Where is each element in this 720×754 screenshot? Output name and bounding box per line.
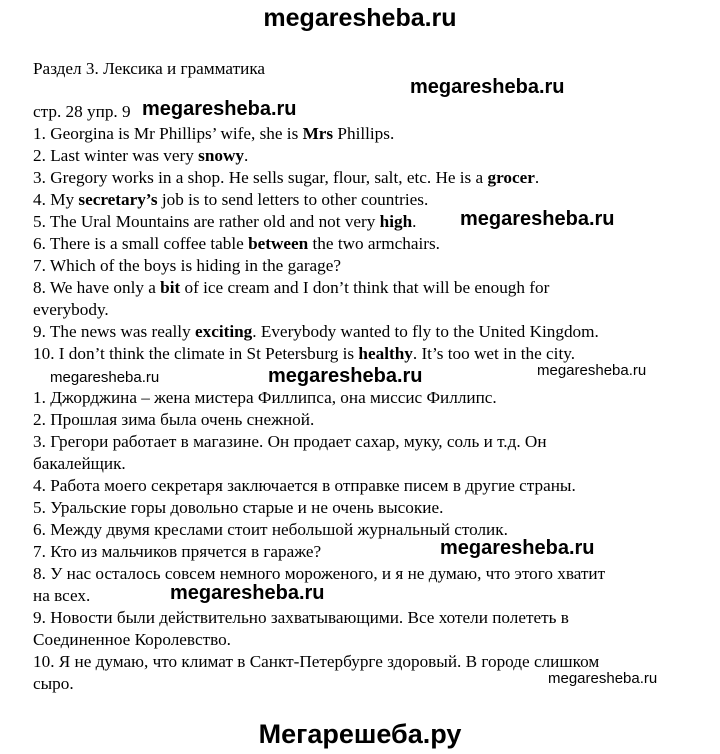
exercise-ref: стр. 28 упр. 9 bbox=[33, 102, 131, 121]
ru-line: 5. Уральские горы довольно старые и не очень высокие. bbox=[33, 498, 444, 517]
en-line: 3. Gregory works in a shop. He sells sugar, flour, salt, etc. He is a grocer. bbox=[33, 168, 540, 187]
ru-line: бакалейщик. bbox=[33, 454, 126, 473]
watermark: megaresheba.ru bbox=[142, 98, 297, 120]
en-line: 9. The news was really exciting. Everybody wanted to fly to the United Kingdom. bbox=[33, 322, 599, 341]
en-line: 5. The Ural Mountains are rather old and not very high. bbox=[33, 212, 417, 231]
ru-line: 3. Грегори работает в магазине. Он продает сахар, муку, соль и т.д. Он bbox=[33, 432, 547, 451]
watermark: megaresheba.ru bbox=[460, 208, 615, 230]
ru-line: 6. Между двумя креслами стоит небольшой журнальный столик. bbox=[33, 520, 508, 539]
ru-line: 2. Прошлая зима была очень снежной. bbox=[33, 410, 315, 429]
en-line: 4. My secretary’s job is to send letters to other countries. bbox=[33, 190, 429, 209]
site-header: megaresheba.ru bbox=[263, 4, 457, 32]
en-line: 8. We have only a bit of ice cream and I don’t think that will be enough for bbox=[33, 278, 550, 297]
ru-line: 10. Я не думаю, что климат в Санкт-Петербурге здоровый. В городе слишком bbox=[33, 652, 600, 671]
en-line: 7. Which of the boys is hiding in the garage? bbox=[33, 256, 342, 275]
section-title: Раздел 3. Лексика и грамматика bbox=[33, 59, 266, 78]
watermark: megaresheba.ru bbox=[50, 369, 160, 386]
site-footer: Мегарешеба.ру bbox=[258, 719, 462, 749]
en-line: 6. There is a small coffee table between the two armchairs. bbox=[33, 234, 440, 253]
ru-line: сыро. bbox=[33, 674, 74, 693]
ru-line: 8. У нас осталось совсем немного мороженого, и я не думаю, что этого хватит bbox=[33, 564, 606, 583]
watermark: megaresheba.ru bbox=[268, 365, 423, 387]
ru-line: на всех. bbox=[33, 586, 91, 605]
ru-line: 9. Новости были действительно захватывающими. Все хотели полететь в bbox=[33, 608, 569, 627]
watermark: megaresheba.ru bbox=[548, 670, 658, 687]
en-line: 1. Georgina is Mr Phillips’ wife, she is Mrs Phillips. bbox=[33, 124, 395, 143]
en-line: 2. Last winter was very snowy. bbox=[33, 146, 249, 165]
en-line: 10. I don’t think the climate in St Petersburg is healthy. It’s too wet in the city. bbox=[33, 344, 575, 363]
watermark: megaresheba.ru bbox=[170, 582, 325, 604]
ru-line: 7. Кто из мальчиков прячется в гараже? bbox=[33, 542, 322, 561]
watermark: megaresheba.ru bbox=[410, 76, 565, 98]
watermark: megaresheba.ru bbox=[440, 537, 595, 559]
watermark: megaresheba.ru bbox=[537, 362, 647, 379]
ru-line: 4. Работа моего секретаря заключается в отправке писем в другие страны. bbox=[33, 476, 576, 495]
ru-line: 1. Джорджина – жена мистера Филлипса, она миссис Филлипс. bbox=[33, 388, 497, 407]
ru-line: Соединенное Королевство. bbox=[33, 630, 231, 649]
en-line: everybody. bbox=[33, 300, 109, 319]
